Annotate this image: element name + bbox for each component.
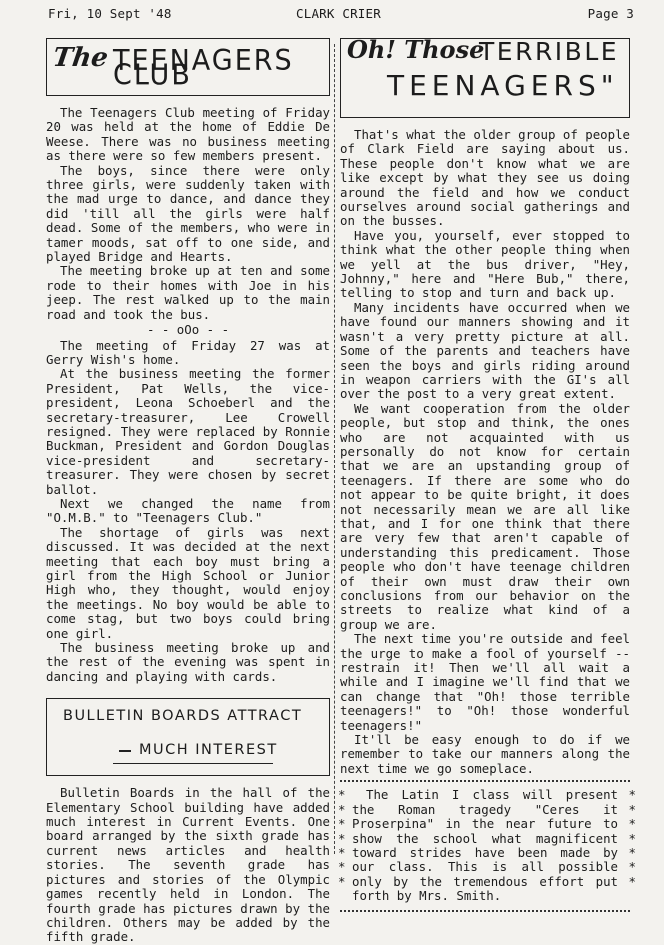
bulletin-paragraph: Bulletin Boards in the hall of the Elementary School building have added much interest in Current Events. One board arranged by the sixth grade has current news articles and health stories. The seventh grade has pictures and stories of the Olympic games recently held in London. The fourth grade has pictures drawn by the children. Others may be added by the fifth grade. bbox=[46, 785, 330, 945]
issue-date: Fri, 10 Sept '48 bbox=[48, 6, 172, 21]
page-number: Page 3 bbox=[587, 6, 634, 21]
banner-terrible: TERRIBLE bbox=[479, 38, 620, 66]
star-border-left: * * * * * * * bbox=[338, 787, 346, 889]
terrible-teenagers-banner bbox=[340, 38, 630, 118]
latin-class-notice bbox=[338, 780, 636, 911]
bulletin-boards-headline bbox=[46, 698, 330, 776]
article-paragraph: The business meeting broke up and the rest of the evening was spent in dancing and playing with cards. bbox=[46, 640, 330, 684]
headline-underline bbox=[113, 763, 273, 764]
banner-title: TEENAGERS CLUB bbox=[113, 44, 294, 93]
banner-oh-those: Oh! Those bbox=[347, 38, 485, 64]
article-paragraph: The boys, since there were only three girls, were suddenly taken with the mad urge to dance, and dance they did 'till all the girls were half dead. Some of the members, who were in tamer moods, sat off to one side, and played Bridge and Hearts. bbox=[46, 162, 330, 265]
article-paragraph: We want cooperation from the older people, but stop and think, the ones who are not acquainted with us personally do not know for certain that we are an upstanding group of teenagers. If there are some who do not appear to be quite bright, it does not necessarily mean we are all like that, and I for one think that there are very few that aren't capable of understanding this predicament. Those people who don't have teenage children of their own must draw their own conclusions from our behavior on the streets to realize what kind of a group we are. bbox=[340, 400, 630, 632]
article-paragraph: Many incidents have occurred when we have found our manners showing and it wasn't a very pretty picture at all. Some of the parents and teachers have seen the boys and girls riding around in weapon carriers with the GI's all over the post to a very great extent. bbox=[340, 299, 630, 402]
article-paragraph: At the business meeting the former President, Pat Wells, the vice-president, Leona Schoeberl and the secretary-treasurer, Lee Crowell resigned. They were replaced by Ronnie Buckman, President and Gordon Douglas vice-president and secretary-treasurer. They were chosen by secret ballot. bbox=[46, 366, 330, 497]
article-paragraph: The meeting broke up at ten and some rode to their homes with Joe in his jeep. The rest walked up to the main road and took the bus. bbox=[46, 263, 330, 322]
bulletin-title-line2: MUCH INTEREST bbox=[139, 742, 278, 759]
star-border-right: * * * * * * * bbox=[628, 787, 636, 889]
article-paragraph: The shortage of girls was next discussed. It was decided at the next meeting that each boy must bring a girl from the High School or Junior High who, they thought, would enjoy the meetings. No boy would be able to come stag, but two boys could bring one girl. bbox=[46, 524, 330, 641]
article-paragraph: The meeting of Friday 27 was at Gerry Wish's home. bbox=[46, 337, 330, 367]
banner-teenagers: TEENAGERS" bbox=[387, 69, 619, 102]
left-column bbox=[46, 38, 330, 945]
page-header bbox=[48, 6, 634, 24]
teenagers-club-article bbox=[46, 106, 330, 684]
article-paragraph: That's what the older group of people of Clark Field are saying about us. These people don't know what we are like except by what they see us doing around the field and how we conduct ourselves around social gatherings and on the busses. bbox=[340, 127, 631, 229]
article-paragraph: The Teenagers Club meeting of Friday 20 was held at the home of Eddie De Weese. There was no business meeting as there were so few members present. bbox=[46, 105, 330, 164]
column-divider bbox=[334, 44, 335, 854]
terrible-teenagers-article bbox=[340, 128, 630, 776]
right-column bbox=[338, 38, 636, 912]
article-paragraph: Have you, yourself, ever stopped to think what the other people thing when we yell at the bus driver, "Hey, Johnny," here and "Here Bub," there, telling to stop and turn and back up. bbox=[340, 227, 630, 301]
article-paragraph: It'll be easy enough to do if we remember to take our manners along the next time we go someplace. bbox=[340, 732, 630, 776]
banner-the: The bbox=[50, 43, 110, 73]
latin-notice-text: The Latin I class will present the Roman tragedy "Ceres it Proserpina" in the near future to show the school what magnificent toward strides have been made by our class. This is all possible only by the tremendous effort put forth by Mrs. Smith. bbox=[352, 787, 618, 904]
section-separator: - - oOo - - bbox=[146, 322, 230, 338]
article-paragraph: Next we changed the name from "O.M.B." to "Teenagers Club." bbox=[46, 495, 330, 526]
article-paragraph: The next time you're outside and feel the urge to make a fool of yourself -- restrain it! Then we'll all wait a while and I imagine we'll find that we can change that "Oh! those terrible teenagers!" to "Oh! those wonderful teenagers!" bbox=[340, 631, 631, 733]
teenagers-club-banner bbox=[46, 38, 330, 96]
bulletin-title-line1: BULLETIN BOARDS ATTRACT bbox=[63, 708, 303, 725]
newspaper-name: CLARK CRIER bbox=[296, 6, 381, 21]
